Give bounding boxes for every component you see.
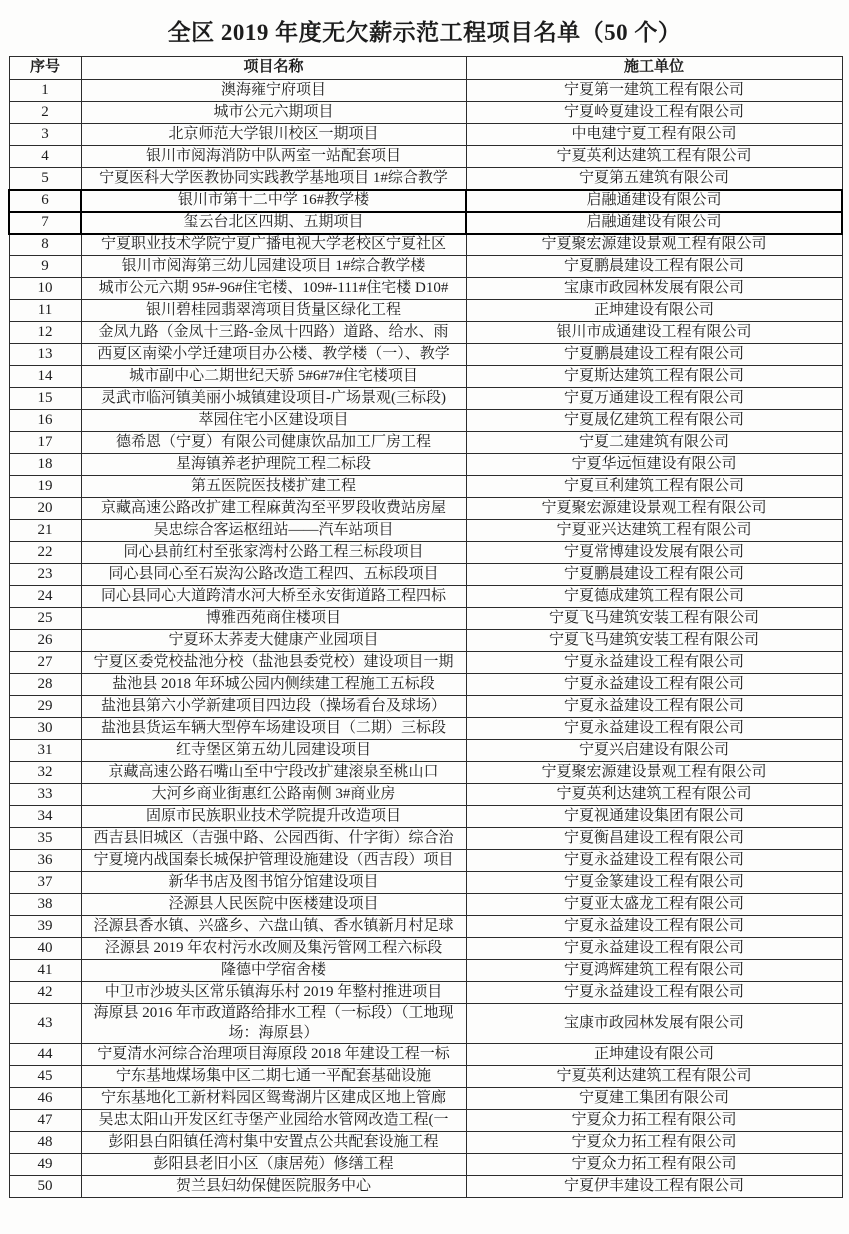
table-row (9, 1110, 842, 1132)
table-row (9, 740, 842, 762)
project-name: 星海镇养老护理院工程二标段 (81, 454, 466, 476)
project-name: 宁东基地化工新材料园区鸳鸯湖片区建成区地上管廊 (81, 1088, 466, 1110)
project-name: 泾源县 2019 年农村污水改厕及集污管网工程六标段 (81, 938, 466, 960)
table-row (9, 432, 842, 454)
row-index: 24 (9, 586, 81, 608)
row-index: 11 (9, 300, 81, 322)
row-index: 33 (9, 784, 81, 806)
col-header-project: 项目名称 (81, 57, 466, 80)
contractor-name: 宁夏聚宏源建设景观工程有限公司 (466, 762, 842, 784)
row-index: 37 (9, 872, 81, 894)
row-index: 29 (9, 696, 81, 718)
project-name: 宁夏境内战国秦长城保护管理设施建设（西吉段）项目 (81, 850, 466, 872)
table-row (9, 608, 842, 630)
table-body (9, 80, 842, 1198)
table-row (9, 630, 842, 652)
contractor-name: 宁夏兴启建设有限公司 (466, 740, 842, 762)
table-row (9, 454, 842, 476)
row-index: 23 (9, 564, 81, 586)
project-name: 红寺堡区第五幼儿园建设项目 (81, 740, 466, 762)
project-name: 金凤九路（金凤十三路-金凤十四路）道路、给水、雨 (81, 322, 466, 344)
table-row (9, 806, 842, 828)
table-row (9, 168, 842, 190)
project-name: 博雅西苑商住楼项目 (81, 608, 466, 630)
project-name: 西吉县旧城区（吉强中路、公园西街、什字街）综合治 (81, 828, 466, 850)
contractor-name: 宁夏华远恒建设有限公司 (466, 454, 842, 476)
contractor-name: 宁夏鸿辉建筑工程有限公司 (466, 960, 842, 982)
row-index: 21 (9, 520, 81, 542)
table-row (9, 982, 842, 1004)
table-row (9, 542, 842, 564)
table-row (9, 762, 842, 784)
table-row (9, 476, 842, 498)
project-name: 中卫市沙坡头区常乐镇海乐村 2019 年整村推进项目 (81, 982, 466, 1004)
contractor-name: 宁夏万通建设工程有限公司 (466, 388, 842, 410)
table-row (9, 300, 842, 322)
contractor-name: 宁夏亚兴达建筑工程有限公司 (466, 520, 842, 542)
contractor-name: 宁夏永益建设工程有限公司 (466, 938, 842, 960)
row-index: 2 (9, 102, 81, 124)
table-row (9, 146, 842, 168)
row-index: 3 (9, 124, 81, 146)
table-row (9, 828, 842, 850)
table-row (9, 256, 842, 278)
table-row (9, 894, 842, 916)
project-name: 海原县 2016 年市政道路给排水工程（一标段）（工地现场：海原县） (81, 1004, 466, 1044)
contractor-name: 宁夏永益建设工程有限公司 (466, 850, 842, 872)
project-name: 宁夏区委党校盐池分校（盐池县委党校）建设项目一期 (81, 652, 466, 674)
table-row (9, 190, 842, 212)
contractor-name: 宁夏英利达建筑工程有限公司 (466, 784, 842, 806)
row-index: 12 (9, 322, 81, 344)
project-name: 北京师范大学银川校区一期项目 (81, 124, 466, 146)
row-index: 49 (9, 1154, 81, 1176)
header-row (9, 57, 842, 80)
row-index: 44 (9, 1044, 81, 1066)
contractor-name: 宁夏斯达建筑工程有限公司 (466, 366, 842, 388)
project-name: 京藏高速公路石嘴山至中宁段改扩建滚泉至桃山口 (81, 762, 466, 784)
project-name: 德希恩（宁夏）有限公司健康饮品加工厂房工程 (81, 432, 466, 454)
project-name: 彭阳县白阳镇任湾村集中安置点公共配套设施工程 (81, 1132, 466, 1154)
project-name: 吴忠太阳山开发区红寺堡产业园给水管网改造工程(一 (81, 1110, 466, 1132)
table-row (9, 322, 842, 344)
table-row (9, 124, 842, 146)
table-row (9, 1154, 842, 1176)
project-name: 城市公元六期项目 (81, 102, 466, 124)
table-row (9, 564, 842, 586)
row-index: 31 (9, 740, 81, 762)
table-row (9, 1066, 842, 1088)
row-index: 17 (9, 432, 81, 454)
table-row (9, 696, 842, 718)
contractor-name: 宁夏英利达建筑工程有限公司 (466, 1066, 842, 1088)
contractor-name: 宁夏聚宏源建设景观工程有限公司 (466, 498, 842, 520)
table-row (9, 520, 842, 542)
table-row (9, 960, 842, 982)
table-row (9, 1044, 842, 1066)
project-name: 贺兰县妇幼保健医院服务中心 (81, 1176, 466, 1198)
contractor-name: 中电建宁夏工程有限公司 (466, 124, 842, 146)
project-name: 同心县同心至石炭沟公路改造工程四、五标段项目 (81, 564, 466, 586)
contractor-name: 宁夏飞马建筑安装工程有限公司 (466, 608, 842, 630)
row-index: 45 (9, 1066, 81, 1088)
row-index: 13 (9, 344, 81, 366)
project-name: 固原市民族职业技术学院提升改造项目 (81, 806, 466, 828)
row-index: 25 (9, 608, 81, 630)
row-index: 42 (9, 982, 81, 1004)
project-name: 宁夏环太荞麦大健康产业园项目 (81, 630, 466, 652)
project-name: 萃园住宅小区建设项目 (81, 410, 466, 432)
project-name: 西夏区南梁小学迁建项目办公楼、教学楼（一）、教学 (81, 344, 466, 366)
row-index: 5 (9, 168, 81, 190)
project-name: 彭阳县老旧小区（康居苑）修缮工程 (81, 1154, 466, 1176)
table-row (9, 80, 842, 102)
row-index: 50 (9, 1176, 81, 1198)
table-row (9, 938, 842, 960)
row-index: 15 (9, 388, 81, 410)
project-name: 银川市阅海消防中队两室一站配套项目 (81, 146, 466, 168)
contractor-name: 宁夏鹏晨建设工程有限公司 (466, 564, 842, 586)
contractor-name: 宁夏永益建设工程有限公司 (466, 674, 842, 696)
contractor-name: 宁夏永益建设工程有限公司 (466, 718, 842, 740)
table-row (9, 674, 842, 696)
table-row (9, 652, 842, 674)
project-name: 大河乡商业街惠红公路南侧 3#商业房 (81, 784, 466, 806)
contractor-name: 宁夏亚太盛龙工程有限公司 (466, 894, 842, 916)
project-name: 银川市阅海第三幼儿园建设项目 1#综合教学楼 (81, 256, 466, 278)
contractor-name: 宁夏聚宏源建设景观工程有限公司 (466, 234, 842, 256)
project-name: 城市公元六期 95#-96#住宅楼、109#-111#住宅楼 D10# (81, 278, 466, 300)
row-index: 30 (9, 718, 81, 740)
row-index: 35 (9, 828, 81, 850)
row-index: 14 (9, 366, 81, 388)
project-name: 同心县前红村至张家湾村公路工程三标段项目 (81, 542, 466, 564)
project-name: 盐池县第六小学新建项目四边段（操场看台及球场） (81, 696, 466, 718)
project-name: 第五医院医技楼扩建工程 (81, 476, 466, 498)
contractor-name: 启融通建设有限公司 (466, 212, 842, 234)
table-row (9, 1088, 842, 1110)
table-row (9, 1132, 842, 1154)
table-row (9, 366, 842, 388)
contractor-name: 宁夏永益建设工程有限公司 (466, 982, 842, 1004)
project-name: 银川市第十二中学 16#教学楼 (81, 190, 466, 212)
project-name: 吴忠综合客运枢纽站——汽车站项目 (81, 520, 466, 542)
contractor-name: 宁夏常博建设发展有限公司 (466, 542, 842, 564)
col-header-contractor: 施工单位 (466, 57, 842, 80)
contractor-name: 宁夏众力拓工程有限公司 (466, 1132, 842, 1154)
contractor-name: 正坤建设有限公司 (466, 300, 842, 322)
row-index: 20 (9, 498, 81, 520)
contractor-name: 宁夏岭夏建设工程有限公司 (466, 102, 842, 124)
project-name: 银川碧桂园翡翠湾项目货量区绿化工程 (81, 300, 466, 322)
contractor-name: 宁夏亘利建筑工程有限公司 (466, 476, 842, 498)
contractor-name: 宁夏英利达建筑工程有限公司 (466, 146, 842, 168)
contractor-name: 宁夏第五建筑有限公司 (466, 168, 842, 190)
table-row (9, 234, 842, 256)
row-index: 46 (9, 1088, 81, 1110)
table-row (9, 916, 842, 938)
contractor-name: 宁夏建工集团有限公司 (466, 1088, 842, 1110)
table-row (9, 498, 842, 520)
row-index: 36 (9, 850, 81, 872)
contractor-name: 正坤建设有限公司 (466, 1044, 842, 1066)
contractor-name: 宁夏鹏晨建设工程有限公司 (466, 256, 842, 278)
row-index: 40 (9, 938, 81, 960)
project-name: 玺云台北区四期、五期项目 (81, 212, 466, 234)
table-row (9, 1176, 842, 1198)
contractor-name: 宁夏二建建筑有限公司 (466, 432, 842, 454)
contractor-name: 宁夏鹏晨建设工程有限公司 (466, 344, 842, 366)
row-index: 28 (9, 674, 81, 696)
contractor-name: 宁夏永益建设工程有限公司 (466, 652, 842, 674)
row-index: 8 (9, 234, 81, 256)
row-index: 26 (9, 630, 81, 652)
project-name: 澳海雍宁府项目 (81, 80, 466, 102)
project-name: 灵武市临河镇美丽小城镇建设项目-广场景观(三标段) (81, 388, 466, 410)
project-name: 京藏高速公路改扩建工程麻黄沟至平罗段收费站房屋 (81, 498, 466, 520)
table-row (9, 784, 842, 806)
project-name: 宁夏医科大学医教协同实践教学基地项目 1#综合教学 (81, 168, 466, 190)
table-row (9, 388, 842, 410)
table-row (9, 212, 842, 234)
row-index: 41 (9, 960, 81, 982)
row-index: 43 (9, 1004, 81, 1044)
contractor-name: 宁夏晟亿建筑工程有限公司 (466, 410, 842, 432)
contractor-name: 宁夏永益建设工程有限公司 (466, 916, 842, 938)
row-index: 1 (9, 80, 81, 102)
table-row (9, 718, 842, 740)
contractor-name: 宁夏飞马建筑安装工程有限公司 (466, 630, 842, 652)
project-name: 宁夏清水河综合治理项目海原段 2018 年建设工程一标 (81, 1044, 466, 1066)
contractor-name: 宝康市政园林发展有限公司 (466, 1004, 842, 1044)
contractor-name: 宁夏众力拓工程有限公司 (466, 1110, 842, 1132)
project-name: 泾源县香水镇、兴盛乡、六盘山镇、香水镇新月村足球 (81, 916, 466, 938)
table-row (9, 344, 842, 366)
row-index: 48 (9, 1132, 81, 1154)
project-table (8, 56, 843, 1198)
table-row (9, 1004, 842, 1044)
row-index: 32 (9, 762, 81, 784)
contractor-name: 银川市成通建设工程有限公司 (466, 322, 842, 344)
row-index: 34 (9, 806, 81, 828)
row-index: 38 (9, 894, 81, 916)
table-row (9, 410, 842, 432)
project-name: 盐池县货运车辆大型停车场建设项目（二期）三标段 (81, 718, 466, 740)
col-header-index: 序号 (9, 57, 81, 80)
row-index: 27 (9, 652, 81, 674)
row-index: 18 (9, 454, 81, 476)
project-name: 盐池县 2018 年环城公园内侧续建工程施工五标段 (81, 674, 466, 696)
page-title: 全区 2019 年度无欠薪示范工程项目名单（50 个） (167, 20, 682, 45)
row-index: 4 (9, 146, 81, 168)
contractor-name: 宝康市政园林发展有限公司 (466, 278, 842, 300)
table-row (9, 850, 842, 872)
contractor-name: 宁夏伊丰建设工程有限公司 (466, 1176, 842, 1198)
contractor-name: 启融通建设有限公司 (466, 190, 842, 212)
project-name: 宁东基地煤场集中区二期七通一平配套基础设施 (81, 1066, 466, 1088)
contractor-name: 宁夏永益建设工程有限公司 (466, 696, 842, 718)
table-row (9, 278, 842, 300)
row-index: 10 (9, 278, 81, 300)
row-index: 7 (9, 212, 81, 234)
contractor-name: 宁夏视通建设集团有限公司 (466, 806, 842, 828)
row-index: 19 (9, 476, 81, 498)
project-name: 宁夏职业技术学院宁夏广播电视大学老校区宁夏社区 (81, 234, 466, 256)
project-name: 泾源县人民医院中医楼建设项目 (81, 894, 466, 916)
project-name: 新华书店及图书馆分馆建设项目 (81, 872, 466, 894)
row-index: 16 (9, 410, 81, 432)
table-row (9, 102, 842, 124)
contractor-name: 宁夏德成建筑工程有限公司 (466, 586, 842, 608)
row-index: 22 (9, 542, 81, 564)
row-index: 6 (9, 190, 81, 212)
project-name: 隆德中学宿舍楼 (81, 960, 466, 982)
contractor-name: 宁夏衡昌建设工程有限公司 (466, 828, 842, 850)
contractor-name: 宁夏众力拓工程有限公司 (466, 1154, 842, 1176)
table-row (9, 586, 842, 608)
row-index: 39 (9, 916, 81, 938)
contractor-name: 宁夏第一建筑工程有限公司 (466, 80, 842, 102)
table-row (9, 872, 842, 894)
row-index: 9 (9, 256, 81, 278)
contractor-name: 宁夏金篆建设工程有限公司 (466, 872, 842, 894)
project-name: 同心县同心大道跨清水河大桥至永安街道路工程四标 (81, 586, 466, 608)
project-name: 城市副中心二期世纪天骄 5#6#7#住宅楼项目 (81, 366, 466, 388)
row-index: 47 (9, 1110, 81, 1132)
